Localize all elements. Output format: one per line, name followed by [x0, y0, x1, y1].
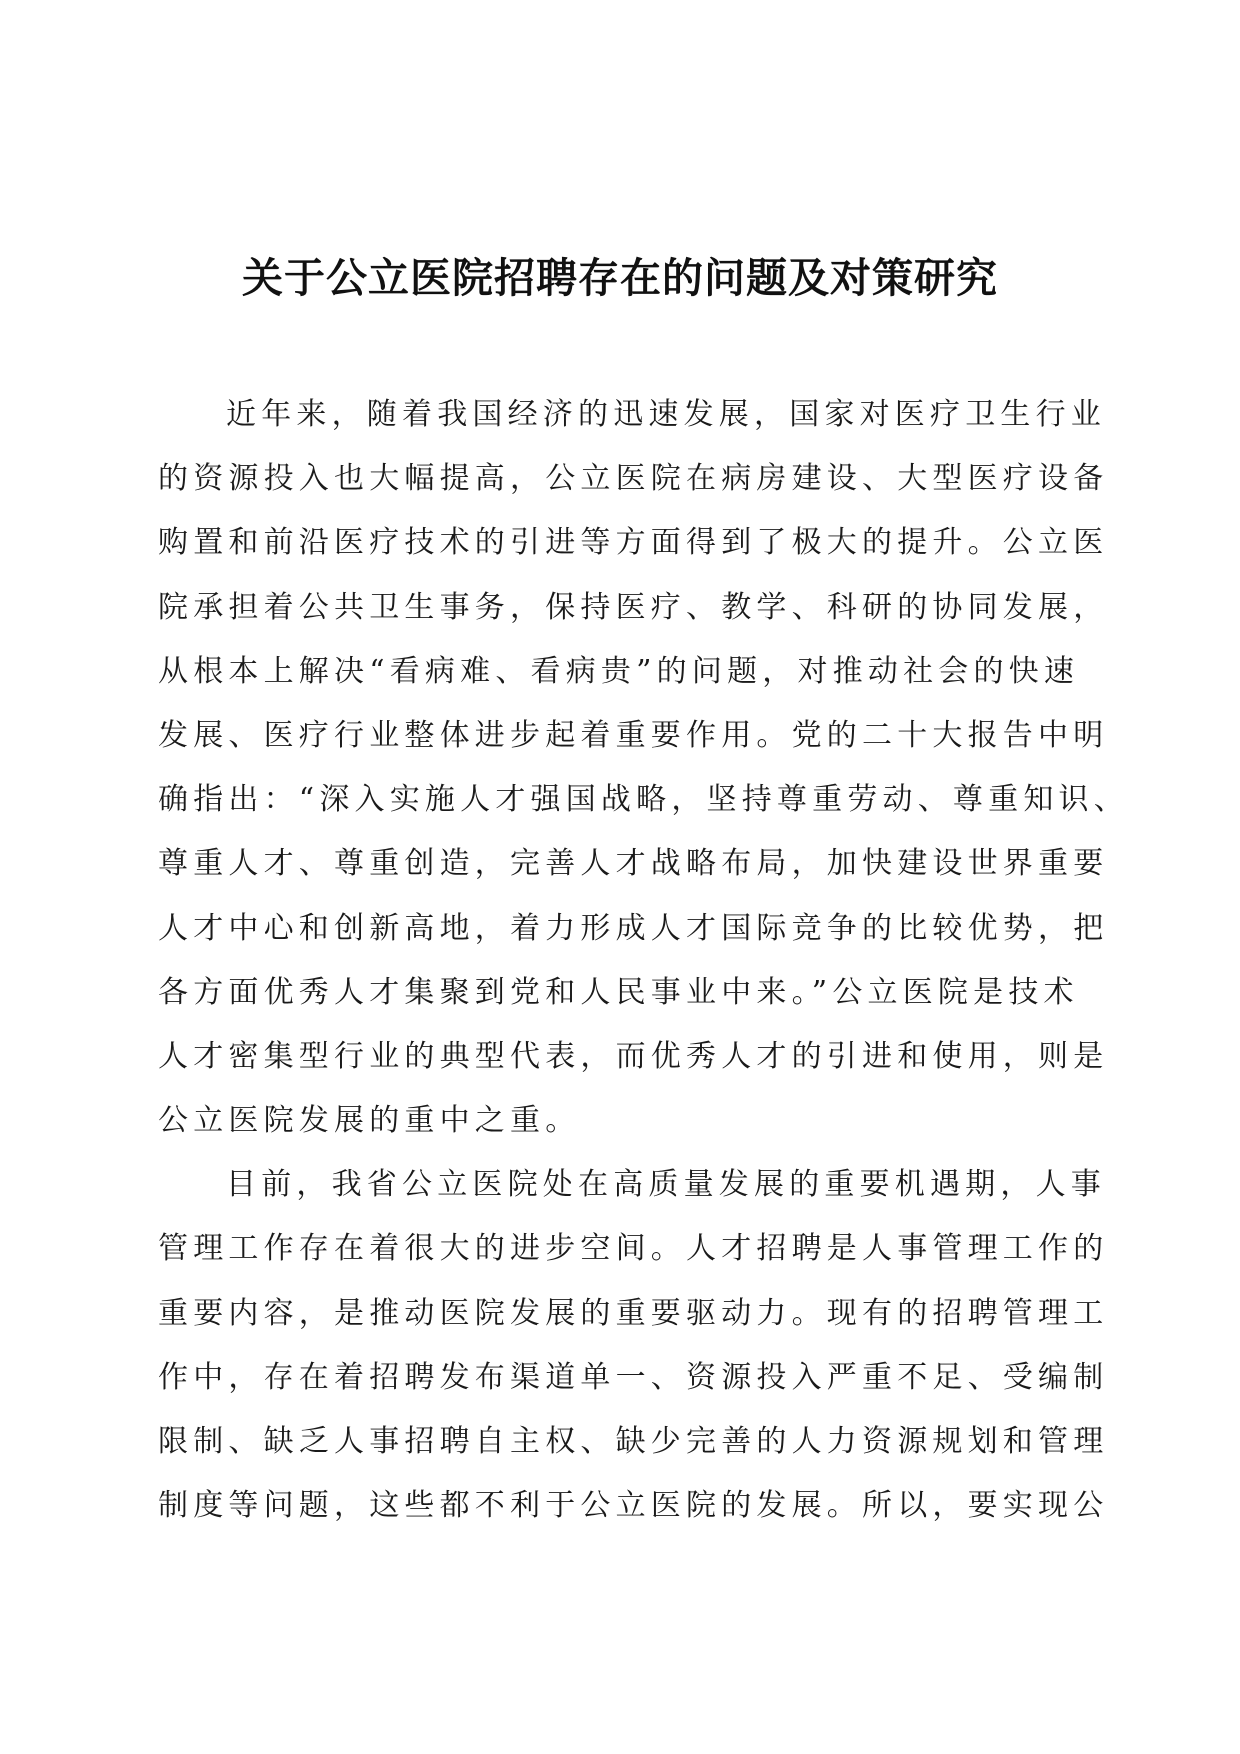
paragraph-2 [158, 1153, 1158, 1538]
text-line: 尊重人才、尊重创造，完善人才战略布局，加快建设世界重要 [158, 846, 1109, 882]
text-line: 确指出：“深入实施人才强国战略，坚持尊重劳动、尊重知识、 [158, 782, 1129, 818]
text-line: 公立医院发展的重中之重。 [158, 1103, 581, 1139]
text-line: 人才密集型行业的典型代表，而优秀人才的引进和使用，则是 [158, 1038, 1109, 1074]
text-line: 购置和前沿医疗技术的引进等方面得到了极大的提升。公立医 [158, 525, 1109, 561]
document-body [158, 383, 1158, 1538]
text-line: 从根本上解决“看病难、看病贵”的问题，对推动社会的快速 [158, 653, 1080, 689]
text-line: 作中，存在着招聘发布渠道单一、资源投入严重不足、受编制 [158, 1359, 1109, 1395]
text-line: 院承担着公共卫生事务，保持医疗、教学、科研的协同发展， [158, 589, 1109, 625]
text-line: 限制、缺乏人事招聘自主权、缺少完善的人力资源规划和管理 [158, 1424, 1109, 1459]
text-line: 人才中心和创新高地，着力形成人才国际竞争的比较优势，把 [158, 910, 1109, 946]
text-line: 管理工作存在着很大的进步空间。人才招聘是人事管理工作的 [158, 1231, 1109, 1267]
text-line: 发展、医疗行业整体进步起着重要作用。党的二十大报告中明 [158, 717, 1109, 753]
text-line: 各方面优秀人才集聚到党和人民事业中来。”公立医院是技术 [158, 974, 1079, 1010]
text-line: 制度等问题，这些都不利于公立医院的发展。所以，要实现公 [158, 1488, 1109, 1524]
text-line: 重要内容，是推动医院发展的重要驱动力。现有的招聘管理工 [158, 1295, 1109, 1331]
document-title: 关于公立医院招聘存在的问题及对策研究 [242, 254, 998, 302]
paragraph-1 [158, 383, 1158, 1153]
text-line: 的资源投入也大幅提高，公立医院在病房建设、大型医疗设备 [158, 461, 1109, 497]
text-line: 近年来，随着我国经济的迅速发展，国家对医疗卫生行业 [226, 397, 1106, 432]
text-line: 目前，我省公立医院处在高质量发展的重要机遇期，人事 [226, 1167, 1106, 1203]
